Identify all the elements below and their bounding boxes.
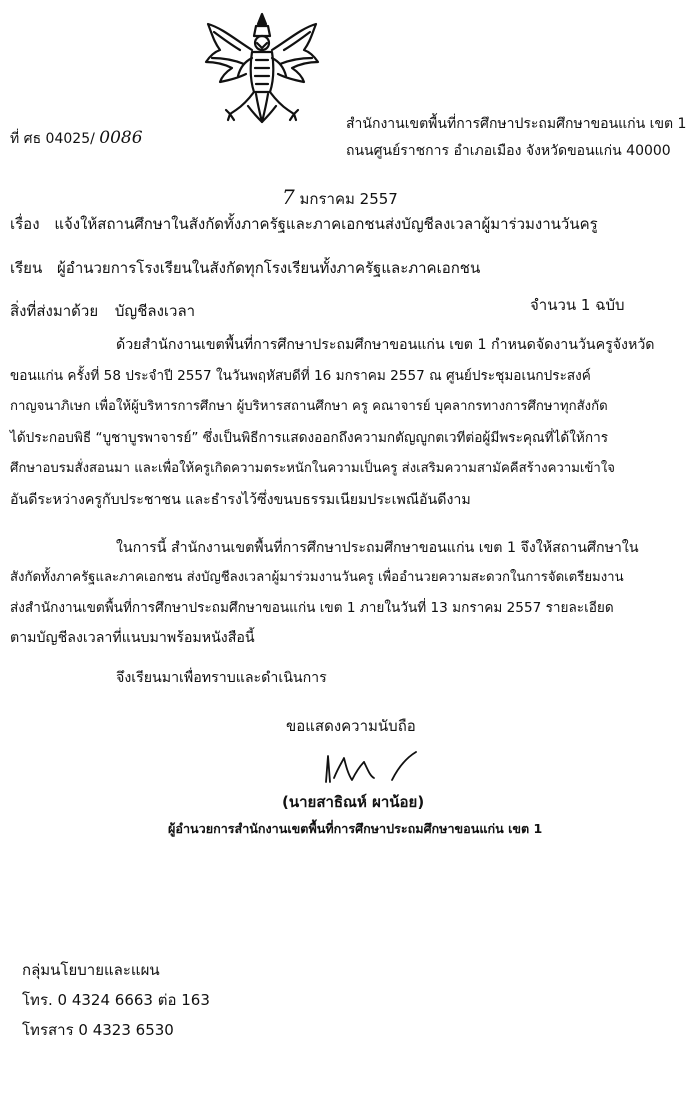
paragraph-2-line: สังกัดทั้งภาครัฐและภาคเอกชน ส่งบัญชีลงเวลาผู้มาร่วมงานวันครู เพื่ออำนวยความสะดวกในการจัดเตรียมงาน	[10, 570, 624, 585]
closing-request: จึงเรียนมาเพื่อทราบและดำเนินการ	[116, 670, 327, 686]
paragraph-1-line: ได้ประกอบพิธี “บูชาบูรพาจารย์” ซึ่งเป็นพิธีการแสดงออกถึงความกตัญญูกตเวทีต่อผู้มีพระคุณที่ได้ให้การ	[10, 430, 609, 446]
phone-number: โทร. 0 4324 6663 ต่อ 163	[22, 991, 210, 1009]
date-month-year: มกราคม 2557	[299, 190, 398, 208]
signatory-name: (นายสาธิณห์ ผาน้อย)	[282, 793, 425, 811]
paragraph-1-line: อันดีระหว่างครูกับประชาชน และธำรงไว้ซึ่งขนบธรรมเนียมประเพณีอันดีงาม	[10, 492, 471, 508]
enclosure-label: สิ่งที่ส่งมาด้วย	[10, 302, 99, 320]
department-name: กลุ่มนโยบายและแผน	[22, 961, 160, 979]
recipient-text: ผู้อำนวยการโรงเรียนในสังกัดทุกโรงเรียนทั้งภาครัฐและภาคเอกชน	[57, 259, 481, 277]
document-number-handwritten: 0086	[99, 128, 143, 148]
garuda-emblem-icon	[200, 10, 324, 128]
handwritten-signature	[318, 748, 428, 792]
enclosure-line	[10, 302, 195, 320]
enclosure-count: จำนวน 1 ฉบับ	[530, 296, 625, 314]
document-date	[282, 185, 398, 209]
paragraph-2-line: ตามบัญชีลงเวลาที่แนบมาพร้อมหนังสือนี้	[10, 630, 255, 646]
date-day-handwritten: 7	[282, 185, 295, 209]
closing-salutation: ขอแสดงความนับถือ	[286, 717, 416, 735]
paragraph-1-line: ขอนแก่น ครั้งที่ 58 ประจำปี 2557 ในวันพฤหัสบดีที่ 16 มกราคม 2557 ณ ศูนย์ประชุมอเนกประสงค์	[10, 368, 591, 384]
signatory-title: ผู้อำนวยการสำนักงานเขตพื้นที่การศึกษาประถมศึกษาขอนแก่น เขต 1	[168, 821, 543, 836]
document-number-prefix: ที่ ศธ 04025/	[10, 131, 95, 147]
subject-text: แจ้งให้สถานศึกษาในสังกัดทั้งภาครัฐและภาคเอกชนส่งบัญชีลงเวลาผู้มาร่วมงานวันครู	[54, 215, 598, 233]
fax-number: โทรสาร 0 4323 6530	[22, 1021, 174, 1039]
paragraph-2-line: ส่งสำนักงานเขตพื้นที่การศึกษาประถมศึกษาขอนแก่น เขต 1 ภายในวันที่ 13 มกราคม 2557 รายละเอียด	[10, 600, 614, 616]
office-name: สำนักงานเขตพื้นที่การศึกษาประถมศึกษาขอนแก่น เขต 1	[346, 116, 687, 132]
document-number	[10, 128, 143, 148]
paragraph-1-line: กาญจนาภิเษก เพื่อให้ผู้บริหารการศึกษา ผู้บริหารสถานศึกษา ครู คณาจารย์ บุคลากรทางการศึกษาทุกสังกัด	[10, 399, 608, 414]
enclosure-text: บัญชีลงเวลา	[114, 302, 196, 320]
office-address: ถนนศูนย์ราชการ อำเภอเมือง จังหวัดขอนแก่น 40000	[346, 143, 671, 159]
subject-label: เรื่อง	[10, 215, 40, 233]
recipient-line	[10, 259, 480, 277]
subject-line	[10, 215, 598, 233]
paragraph-1-line: ด้วยสำนักงานเขตพื้นที่การศึกษาประถมศึกษาขอนแก่น เขต 1 กำหนดจัดงานวันครูจังหวัด	[116, 337, 655, 353]
paragraph-1-line: ศึกษาอบรมสั่งสอนมา และเพื่อให้ครูเกิดความตระหนักในความเป็นครู ส่งเสริมความสามัคคีสร้างความเข้าใจ	[10, 461, 616, 476]
paragraph-2-line: ในการนี้ สำนักงานเขตพื้นที่การศึกษาประถมศึกษาขอนแก่น เขต 1 จึงให้สถานศึกษาใน	[116, 540, 639, 556]
recipient-label: เรียน	[10, 259, 43, 277]
